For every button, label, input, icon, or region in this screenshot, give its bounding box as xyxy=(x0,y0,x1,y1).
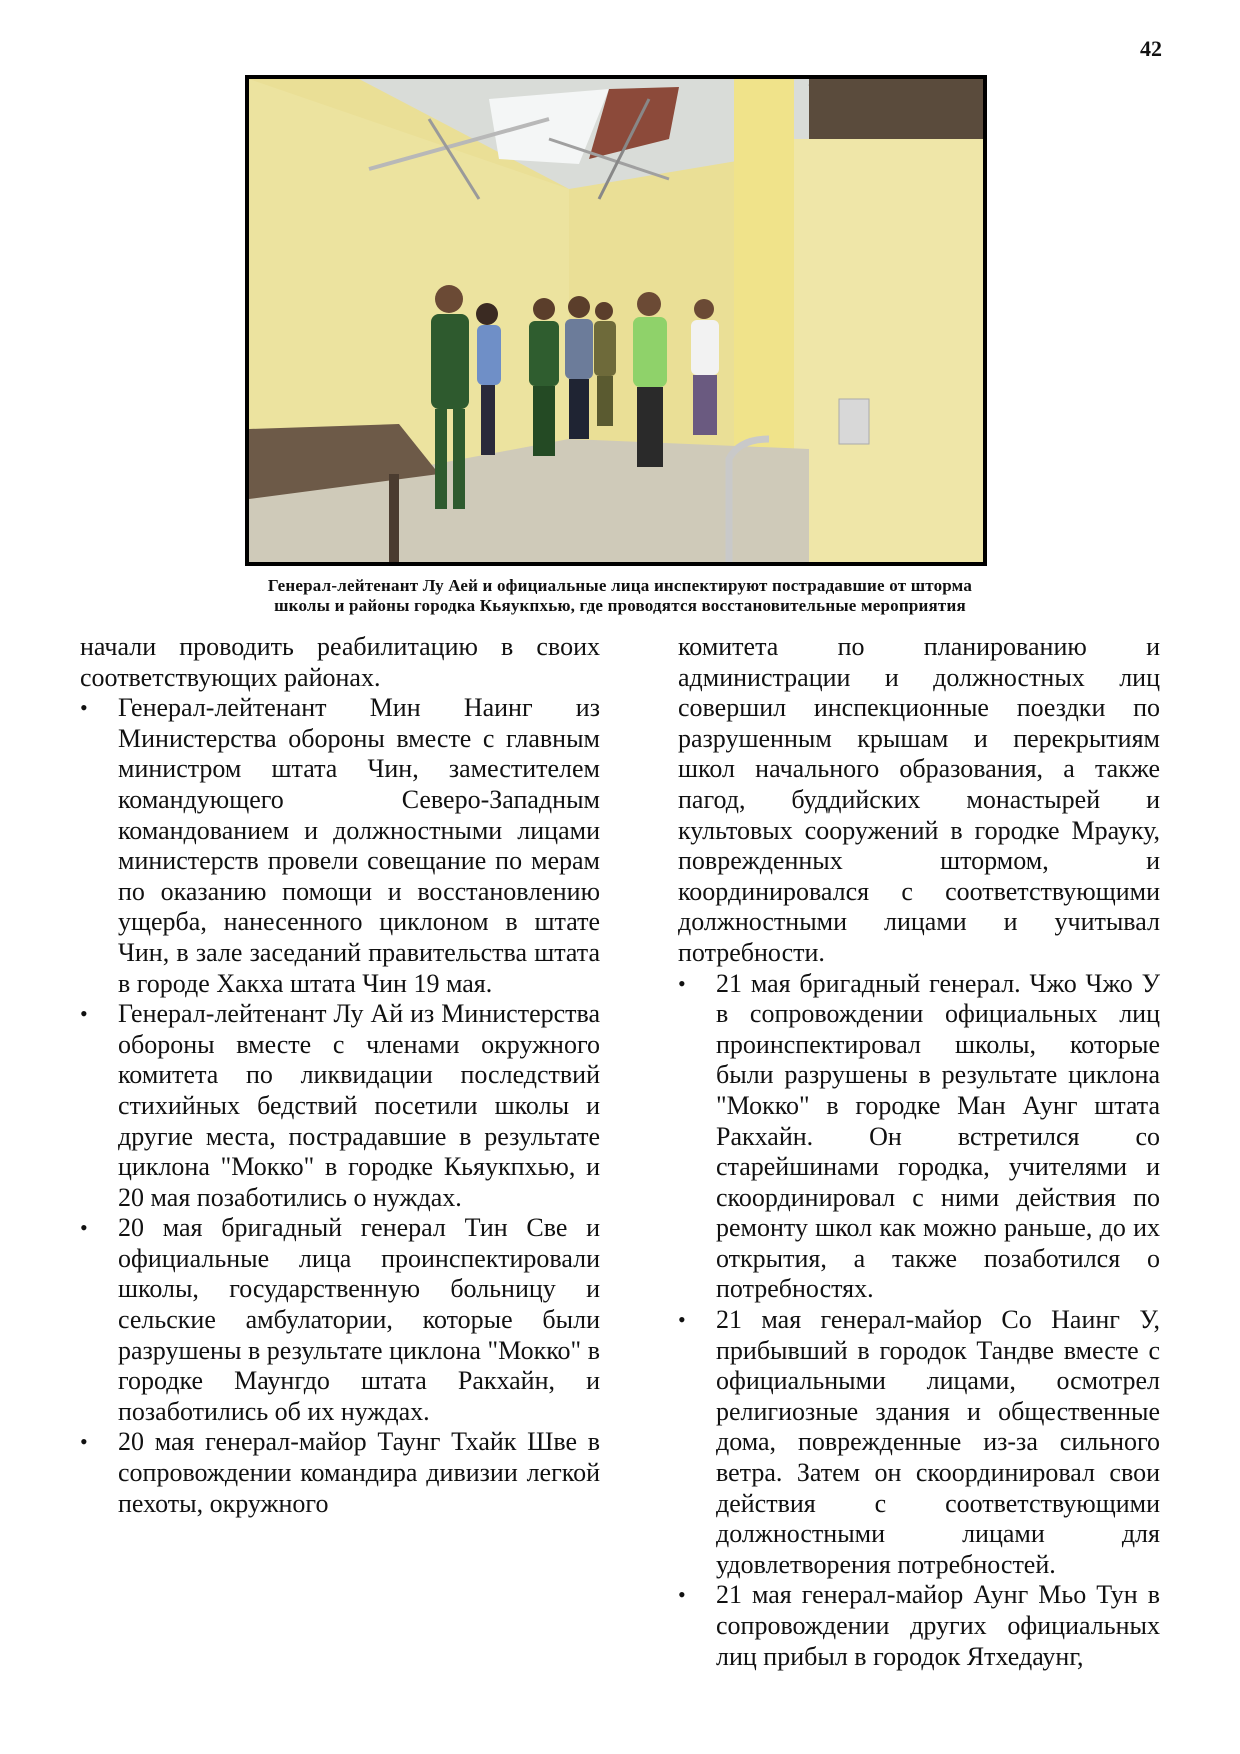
left-column xyxy=(80,632,600,1519)
photo-caption xyxy=(150,576,1090,616)
inspection-photo-illustration xyxy=(249,79,983,562)
inspection-photo xyxy=(245,75,987,566)
list-item: • 20 мая генерал-майор Таунг Тхайк Шве в сопровождении командира дивизии легкой пехоты, окружного xyxy=(80,1427,600,1519)
list-item: • 20 мая бригадный генерал Тин Све и официальные лица проинспектировали школы, государственную больницу и сельские амбулатории, которые были разрушены в результате циклона "Мокко" в городке Маунгдо штата Ракхайн, и позаботились об их нуждах. xyxy=(80,1213,600,1427)
list-item: • Генерал-лейтенант Лу Ай из Министерства обороны вместе с членами окружного комитета по ликвидации последствий стихийных бедствий посетили школы и другие места, пострадавшие в результате циклона "Мокко" в городке Кьяукпхью, и 20 мая позаботились о нуждах. xyxy=(80,999,600,1213)
right-column xyxy=(678,632,1160,1672)
list-item: • 21 мая бригадный генерал. Чжо Чжо У в сопровождении официальных лиц проинспектировал школы, которые были разрушены в результате циклона "Мокко" в городке Ман Аунг штата Ракхайн. Он встретился со старейшинами городка, учителями и скоординировал с ними действия по ремонту школ как можно раньше, до их открытия, а также позаботился о потребностях. xyxy=(678,969,1160,1306)
left-intro-paragraph: начали проводить реабилитацию в своих соответствующих районах. xyxy=(80,632,600,692)
list-item-continuation xyxy=(678,632,1160,969)
right-bullet-list xyxy=(678,632,1160,1672)
caption-line-2: школы и районы городка Кьяукпхью, где проводятся восстановительные мероприятия xyxy=(274,596,966,615)
continuation-text: комитета по планированию и администрации и должностных лиц совершил инспекционные поездки по разрушенным крышам и перекрытиям школ начального образования, а также пагод, буддийских монастырей и культовых сооружений в городке Мрауку, поврежденных штормом, и координировался с соответствующими должностными лицами и учитывал потребности. xyxy=(678,632,1160,967)
left-bullet-list xyxy=(80,693,600,1519)
list-item: • 21 мая генерал-майор Аунг Мьо Тун в сопровождении других официальных лиц прибыл в городок Ятхедаунг, xyxy=(678,1580,1160,1672)
page-number: 42 xyxy=(1140,36,1162,61)
list-item: • 21 мая генерал-майор Со Наинг У, прибывший в городок Тандве вместе с официальными лицами, осмотрел религиозные здания и общественные дома, поврежденные из-за сильного ветра. Затем он скоординировал свои действия с соответствующими должностными лицами для удовлетворения потребностей. xyxy=(678,1305,1160,1580)
caption-line-1: Генерал-лейтенант Лу Аей и официальные лица инспектируют пострадавшие от шторма xyxy=(267,576,973,595)
list-item: • Генерал-лейтенант Мин Наинг из Министерства обороны вместе с главным министром штата Чин, заместителем командующего Северо-Западным командованием и должностными лицами министерств провели совещание по мерам по оказанию помощи и восстановлению ущерба, нанесенного циклоном в штате Чин, в зале заседаний правительства штата в городе Хакха штата Чин 19 мая. xyxy=(80,693,600,999)
